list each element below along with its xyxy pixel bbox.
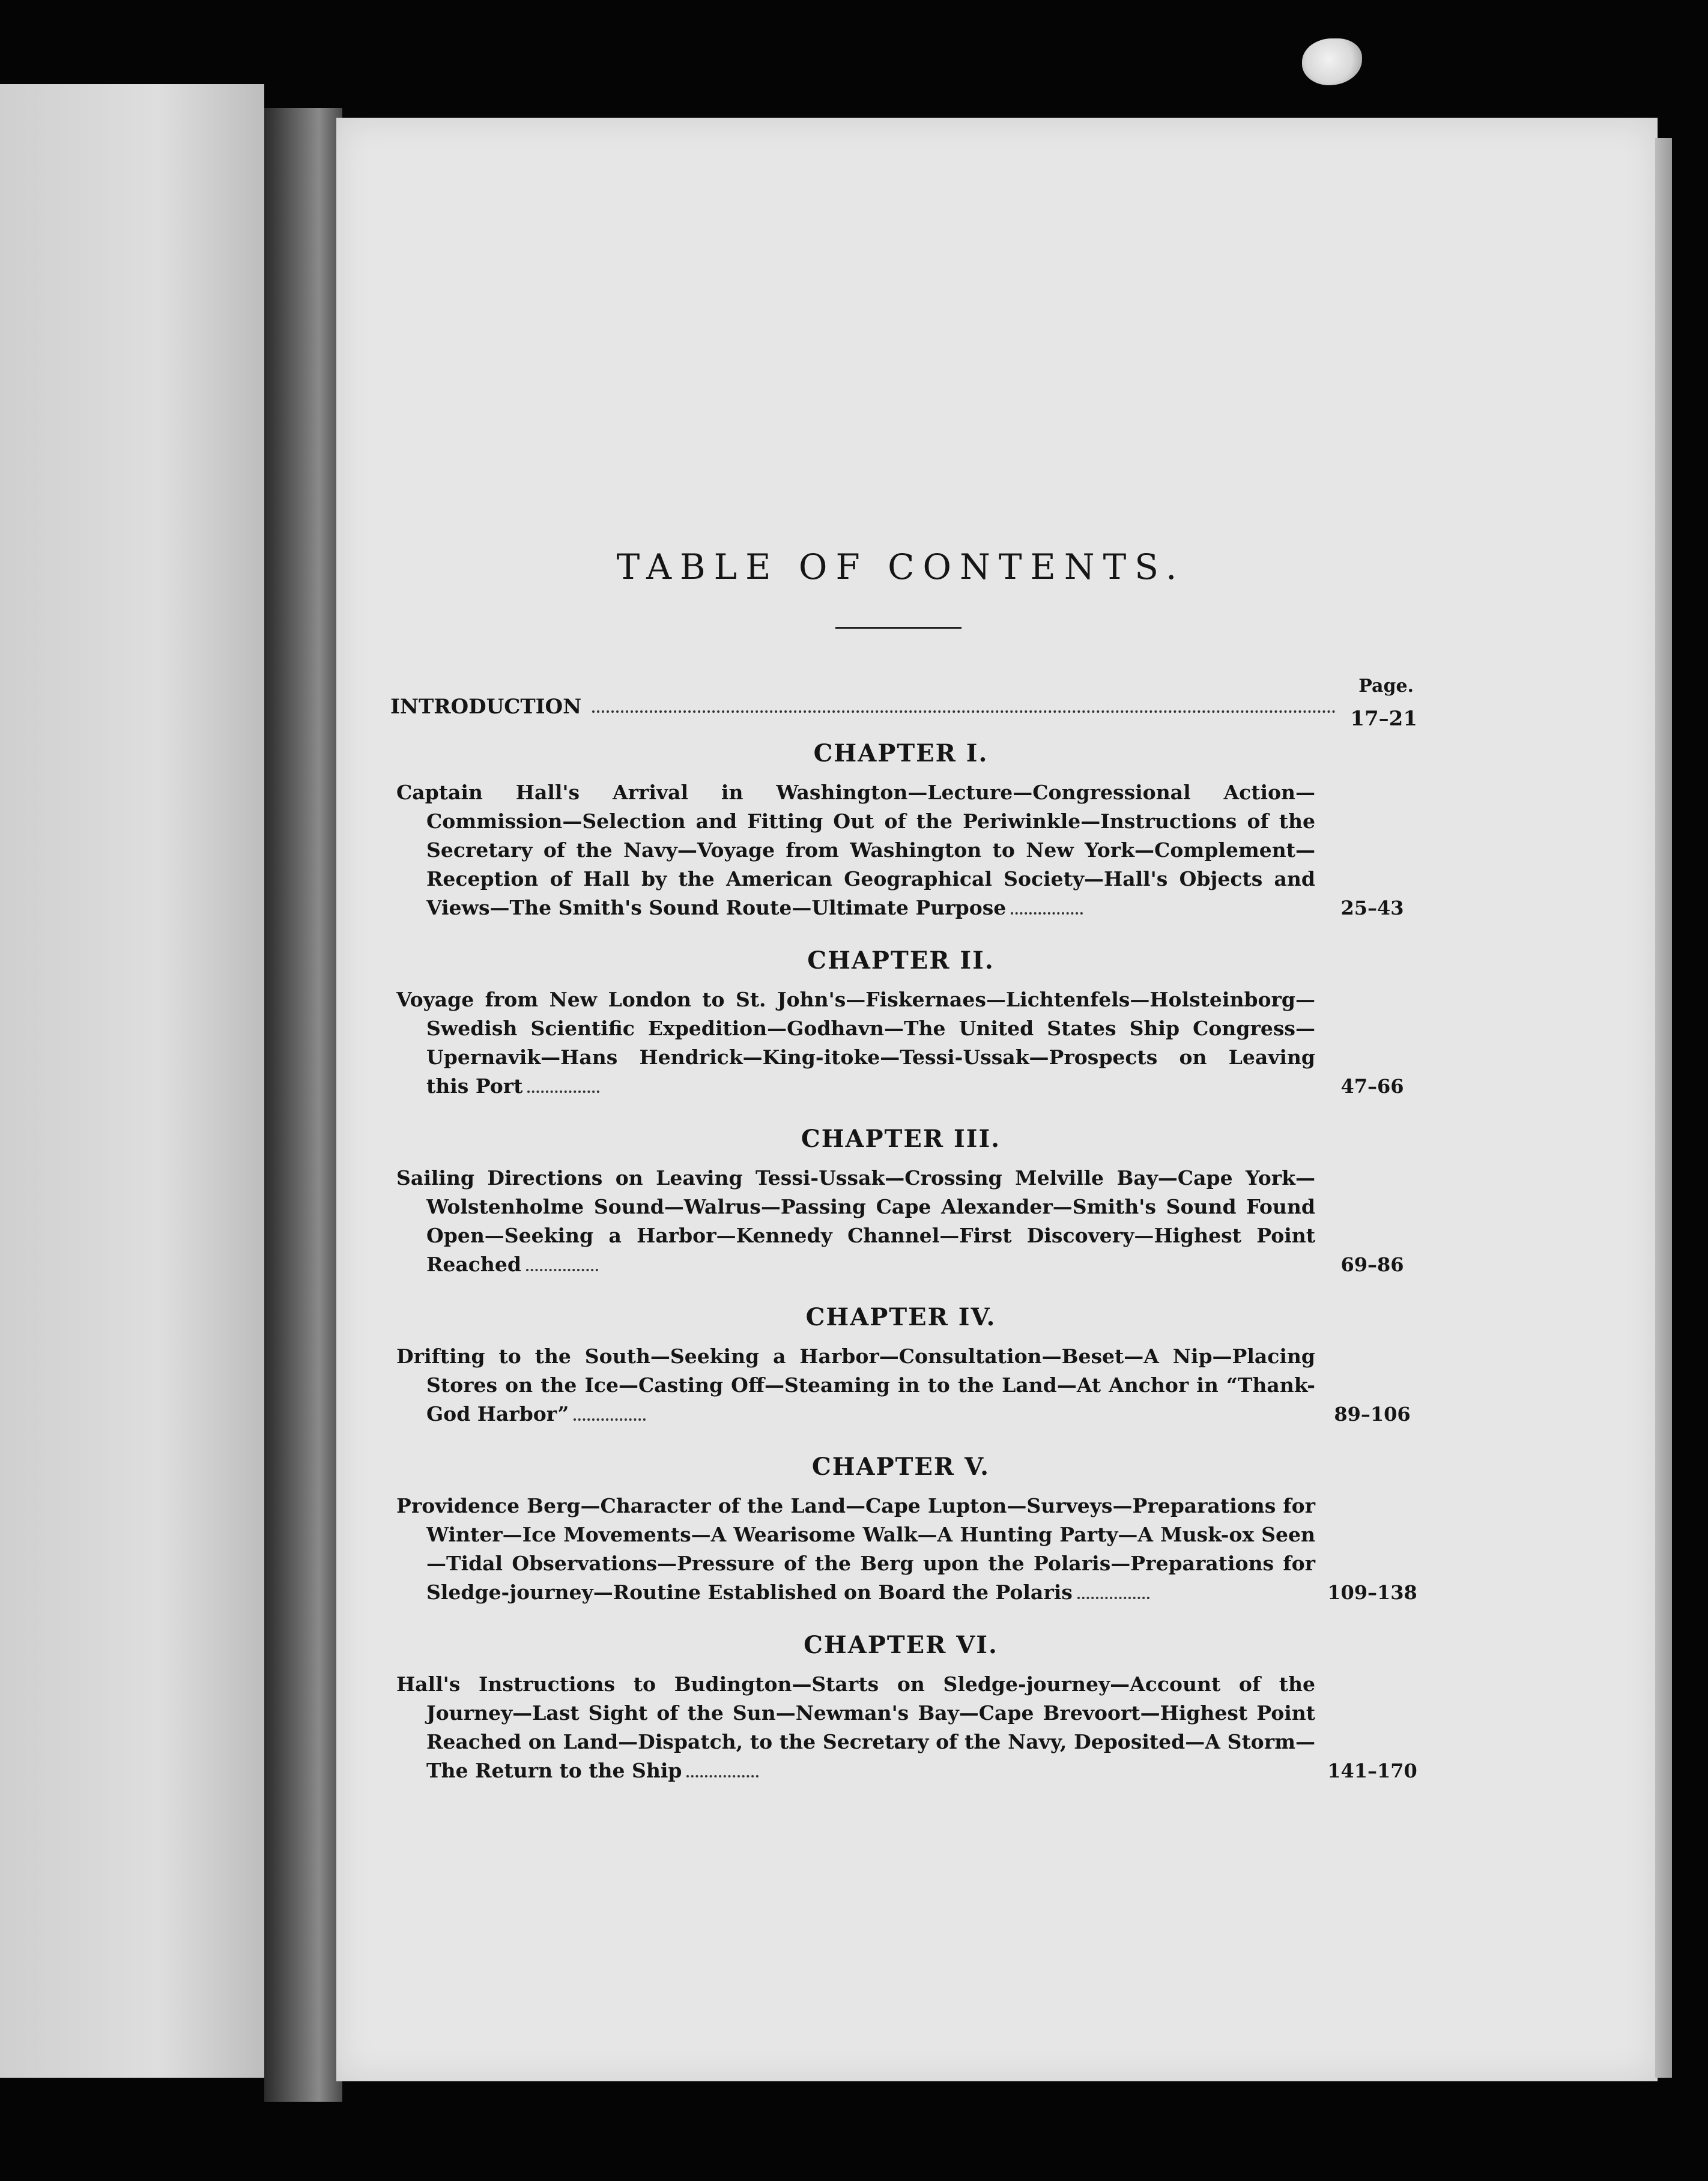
table-of-contents: [360, 546, 1417, 1785]
dot-leader: [1077, 1597, 1149, 1599]
previous-page: [0, 84, 264, 2078]
introduction-label: INTRODUCTION: [390, 695, 582, 719]
toc-entry-chapter-1[interactable]: [360, 778, 1417, 922]
chapter-summary: Providence Berg—Character of the Land—Cape Lupton—Surveys—Preparations for Winter—Ice Movements—A Wearisome Walk—A Hunting Party—A Musk-ox Seen—Tidal Observations—Pressure of the Berg upon the Polaris—Preparations for Sledge-journey—Routine Established on Board the Polaris: [396, 1494, 1315, 1604]
toc-entry-chapter-3[interactable]: [360, 1164, 1417, 1279]
introduction-pages: 17–21: [1350, 707, 1417, 731]
chapter-pages: 89–106: [1334, 1403, 1411, 1426]
chapter-pages: 69–86: [1340, 1253, 1404, 1276]
dot-leader: [1011, 912, 1083, 915]
toc-entry-chapter-4[interactable]: [360, 1342, 1417, 1429]
chapter-heading: CHAPTER II.: [807, 946, 995, 975]
paper-stain: [1302, 38, 1362, 85]
title-rule-divider: [835, 627, 962, 629]
chapter-summary: Hall's Instructions to Budington—Starts on Sledge-journey—Account of the Journey—Last Sight of the Sun—Newman's Bay—Cape Brevoort—Highest Point Reached on Land—Dispatch, to the Secretary of the Navy, Deposited—A Storm—The Return to the Ship: [396, 1672, 1315, 1782]
toc-entry-introduction[interactable]: [390, 695, 1417, 731]
chapter-summary: Voyage from New London to St. John's—Fiskernaes—Lichtenfels—Holsteinborg—Swedish Scientific Expedition—Godhavn—The United States Ship Congress—Upernavik—Hans Hendrick—King-itoke—Tessi-Ussak—Prospects on Leaving this Port: [396, 988, 1315, 1098]
chapter-pages: 25–43: [1340, 897, 1404, 919]
dot-leader: [686, 1775, 759, 1777]
toc-entry-chapter-2[interactable]: [360, 985, 1417, 1101]
dot-leader: [527, 1090, 599, 1093]
toc-entry-chapter-5[interactable]: [360, 1492, 1417, 1607]
chapter-heading: CHAPTER IV.: [805, 1303, 996, 1331]
toc-entry-chapter-6[interactable]: [360, 1670, 1417, 1785]
dot-leader: [526, 1269, 598, 1271]
chapter-heading: CHAPTER I.: [813, 739, 989, 767]
chapter-heading: CHAPTER VI.: [804, 1631, 998, 1659]
book-spine: [264, 108, 342, 2102]
chapter-pages: 141–170: [1327, 1759, 1417, 1782]
dot-leader: [592, 710, 1336, 713]
chapter-summary: Drifting to the South—Seeking a Harbor—Consultation—Beset—A Nip—Placing Stores on the Ice—Casting Off—Steaming in to the Land—At Anchor in “Thank-God Harbor”: [396, 1345, 1315, 1426]
page-title: TABLE OF CONTENTS.: [616, 546, 1186, 587]
page-edge: [1655, 138, 1672, 2078]
chapter-summary: Sailing Directions on Leaving Tessi-Ussak—Crossing Melville Bay—Cape York—Wolstenholme Sound—Walrus—Passing Cape Alexander—Smith's Sound Found Open—Seeking a Harbor—Kennedy Channel—First Discovery—Highest Point Reached: [396, 1166, 1315, 1276]
chapter-pages: 109–138: [1327, 1581, 1417, 1604]
dot-leader: [574, 1418, 646, 1421]
chapter-heading: CHAPTER III.: [801, 1125, 1001, 1153]
chapter-pages: 47–66: [1340, 1075, 1404, 1098]
page-column-header: Page.: [1358, 676, 1414, 697]
chapter-summary: Captain Hall's Arrival in Washington—Lecture—Congressional Action—Commission—Selection and Fitting Out of the Periwinkle—Instructions of the Secretary of the Navy—Voyage from Washington to New York—Complement—Reception of Hall by the American Geographical Society—Hall's Objects and Views—The Smith's Sound Route—Ultimate Purpose: [396, 781, 1315, 919]
chapter-heading: CHAPTER V.: [811, 1453, 990, 1481]
